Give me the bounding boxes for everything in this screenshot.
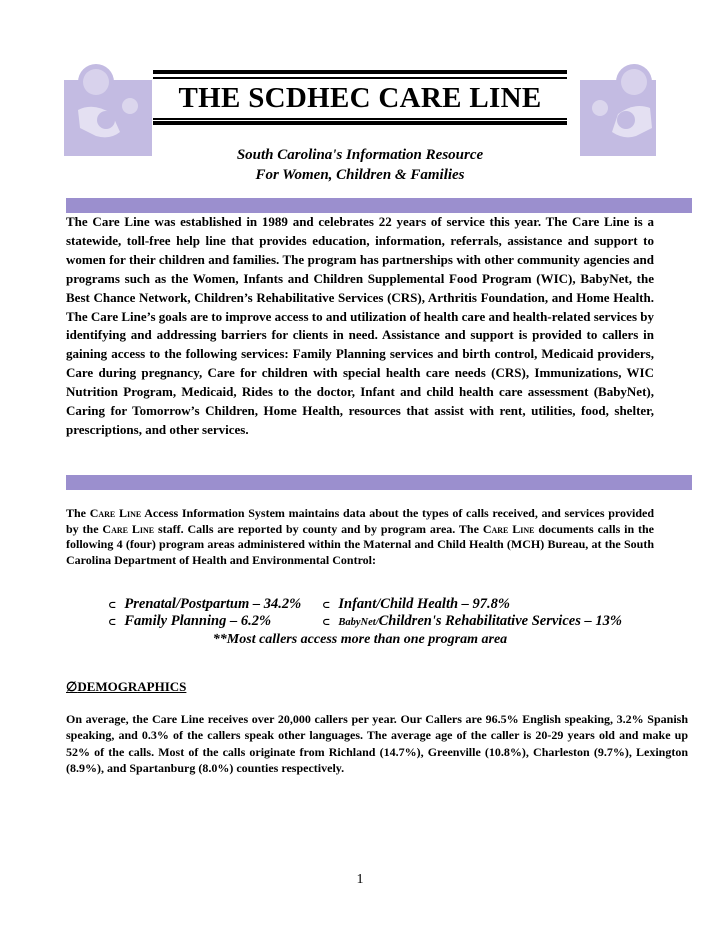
access-paragraph: [66, 506, 654, 569]
access-text-4: documents calls in the following 4 (four) program areas administered within the Maternal and Child Health (MCH) Bureau, at the South Carolina Department of Health and Environmental Control:: [66, 521, 654, 568]
empty-set-icon: ∅: [66, 679, 78, 694]
subtitle-line-2: For Women, Children & Families: [255, 167, 465, 183]
care-line-term: Care Line: [102, 521, 155, 536]
program-item-prenatal: [108, 596, 301, 613]
title-top-rule-thick: [153, 70, 567, 74]
demographics-heading: [66, 679, 186, 695]
right-family-logo: [578, 58, 673, 158]
program-item-family-planning: [108, 613, 271, 630]
program-label: Children's Rehabilitative Services – 13%: [378, 613, 622, 629]
program-label-prefix: BabyNet/: [338, 617, 379, 628]
intro-paragraph: The Care Line was established in 1989 and celebrates 22 years of service this year. The Care Line is a statewide, toll-free help line that provides education, information, referrals, assistance and support to women for their children and families. The program has partnerships with other community agencies and programs such as the Women, Infants and Children Supplemental Food Program (WIC), BabyNet, the Best Chance Network, Children’s Rehabilitative Services (CRS), Arthritis Foundation, and Home Health. The Care Line’s goals are to improve access to and utilization of health care and health-related services by identifying and addressing barriers for clients in need. Assistance and support is provided to callers in gaining access to the following services: Family Planning services and birth control, Medicaid providers, Care during pregnancy, Care for children with special health care needs (CRS), Immunizations, WIC Nutrition Program, Medicaid, Rides to the doctor, Infant and child health care assessment (BabyNet), Caring for Tomorrow’s Children, Home Health, resources that assist with rent, utilities, food, shelter, prescriptions, and other services.: [66, 214, 654, 437]
title-top-rule-thin: [153, 77, 567, 79]
care-line-term: Care Line: [89, 506, 142, 520]
bullet-icon: ⊂: [108, 617, 117, 628]
bullet-icon: ⊂: [322, 617, 331, 628]
subtitle-line-1: South Carolina's Information Resource: [236, 147, 484, 163]
care-line-term: Care Line: [482, 521, 535, 536]
section-divider-band-2: [66, 475, 692, 490]
bullet-icon: ⊂: [108, 600, 117, 611]
bullet-icon: ⊂: [322, 600, 331, 611]
demographics-paragraph: On average, the Care Line receives over 20,000 callers per year. Our Callers are 96.5% English speaking, 3.2% Spanish speaking, and 0.3% of the callers speak other languages. The average age of the caller is 20-29 years old and make up 52% of the calls. Most of the calls originate from Richland (14.7%), Greenville (10.8%), Charleston (9.7%), Lexington (8.9%), and Spartanburg (8.0%) counties respectively.: [66, 712, 688, 775]
program-label: Family Planning – 6.2%: [124, 613, 272, 629]
program-item-infant-child: [322, 596, 510, 613]
section-divider-band-1: [66, 198, 692, 213]
demographics-heading-label: DEMOGRAPHICS: [77, 679, 187, 694]
access-text-2: Access Information System maintains data about the types of calls received, and services provided by the: [66, 506, 655, 536]
access-text-3: staff. Calls are reported by county and by program area. The: [154, 521, 483, 536]
program-label: Prenatal/Postpartum – 34.2%: [124, 596, 302, 612]
page-title: THE SCDHEC CARE LINE: [178, 82, 542, 114]
program-label: Infant/Child Health – 97.8%: [338, 596, 511, 612]
program-item-babynet-crs: [322, 613, 622, 630]
access-text-1: The: [66, 506, 90, 520]
title-bottom-rule-thick: [153, 121, 567, 125]
left-family-logo: [60, 58, 155, 158]
page-number: 1: [356, 872, 364, 887]
title-bottom-rule-thin: [153, 118, 567, 120]
program-note: **Most callers access more than one program area: [212, 632, 508, 647]
